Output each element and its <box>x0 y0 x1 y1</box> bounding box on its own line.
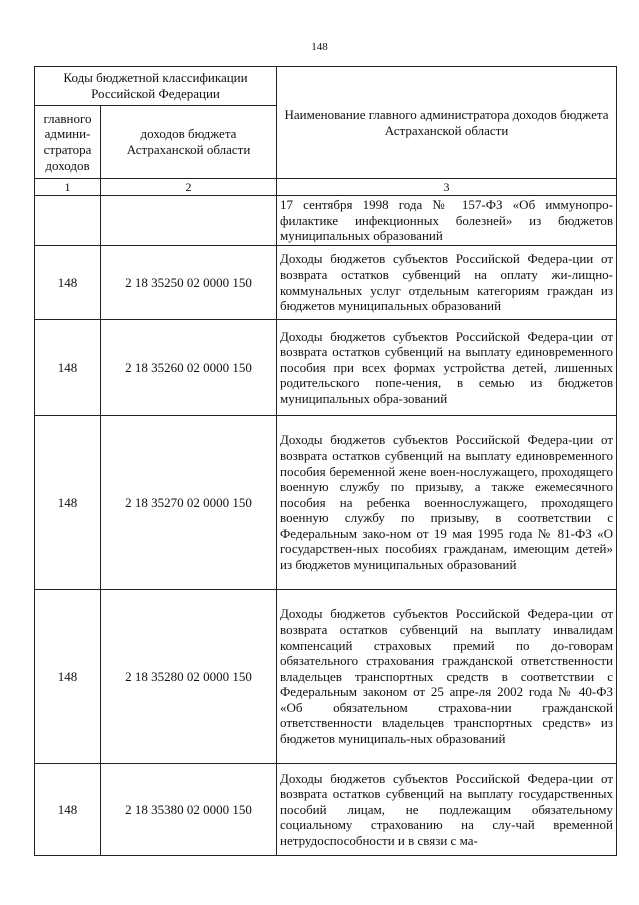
admin-code-cell: 148 <box>35 320 101 416</box>
table-row <box>35 764 617 856</box>
table-row <box>35 416 617 590</box>
description-cell: Доходы бюджетов субъектов Российской Федера-ции от возврата остатков субвенций на выплату инвалидам компенсаций страховых премий по до-говорам обязательного страхования гражданской ответственности владельцев транспортных средств в соответствии с Федеральным законом от 25 апре-ля 2002 года № 40-ФЗ «Об обязательном страхова-нии гражданской ответственности владельцев транспортных средств» из бюджетов муниципаль-ных образований <box>277 590 617 764</box>
column-number-1: 1 <box>35 179 101 196</box>
column-number-3: 3 <box>277 179 617 196</box>
income-code-cell: 2 18 35260 02 0000 150 <box>101 320 277 416</box>
page-number: 148 <box>311 41 328 53</box>
description-cell: Доходы бюджетов субъектов Российской Федера-ции от возврата остатков субвенций на оплату жи-лищно-коммунальных услуг отдельным категориям граждан из бюджетов муниципальных образований <box>277 246 617 320</box>
description-cell: Доходы бюджетов субъектов Российской Федера-ции от возврата остатков субвенций на выплату единовременного пособия беременной жене воен-нослужащего, проходящего военную службу по призыву, а также ежемесячного пособия на ребенка военнослужащего, проходящего военную службу по призыву, в соответствии с Федеральным зако-ном от 19 мая 1995 года № 81-ФЗ «О государствен-ных пособиях гражданам, имеющим детей» из бюджетов муниципальных образований <box>277 416 617 590</box>
table-row <box>35 196 617 246</box>
header-admin-name: Наименование главного администратора доходов бюджета Астраханской области <box>277 67 617 179</box>
description-cell: Доходы бюджетов субъектов Российской Федера-ции от возврата остатков субвенций на выплату государственных пособий лицам, не подлежащим обязательному социальному страхованию на слу-чай временной нетрудоспособности и в связи с ма- <box>277 764 617 856</box>
header-row-group <box>35 67 617 106</box>
income-code-cell: 2 18 35250 02 0000 150 <box>101 246 277 320</box>
column-number-2: 2 <box>101 179 277 196</box>
income-code-cell: 2 18 35280 02 0000 150 <box>101 590 277 764</box>
admin-code-cell: 148 <box>35 764 101 856</box>
table-row <box>35 320 617 416</box>
header-codes-group: Коды бюджетной классификации Российской Федерации <box>35 67 277 106</box>
header-admin-code: главного админи-стратора доходов <box>35 106 101 179</box>
income-code-cell: 2 18 35270 02 0000 150 <box>101 416 277 590</box>
table-row <box>35 246 617 320</box>
header-income-code: доходов бюджета Астраханской области <box>101 106 277 179</box>
description-cell: 17 сентября 1998 года № 157-ФЗ «Об иммунопро-филактике инфекционных болезней» из бюджетов муниципальных образований <box>277 196 617 246</box>
admin-code-cell <box>35 196 101 246</box>
admin-code-cell: 148 <box>35 246 101 320</box>
admin-code-cell: 148 <box>35 590 101 764</box>
header-row-numbers <box>35 179 617 196</box>
budget-classification-table <box>34 66 617 856</box>
income-code-cell <box>101 196 277 246</box>
income-code-cell: 2 18 35380 02 0000 150 <box>101 764 277 856</box>
admin-code-cell: 148 <box>35 416 101 590</box>
description-cell: Доходы бюджетов субъектов Российской Федера-ции от возврата остатков субвенций на выплату единовременного пособия при всех формах устройства детей, лишенных родительского попе-чения, в семью из бюджетов муниципальных обра-зований <box>277 320 617 416</box>
table-row <box>35 590 617 764</box>
